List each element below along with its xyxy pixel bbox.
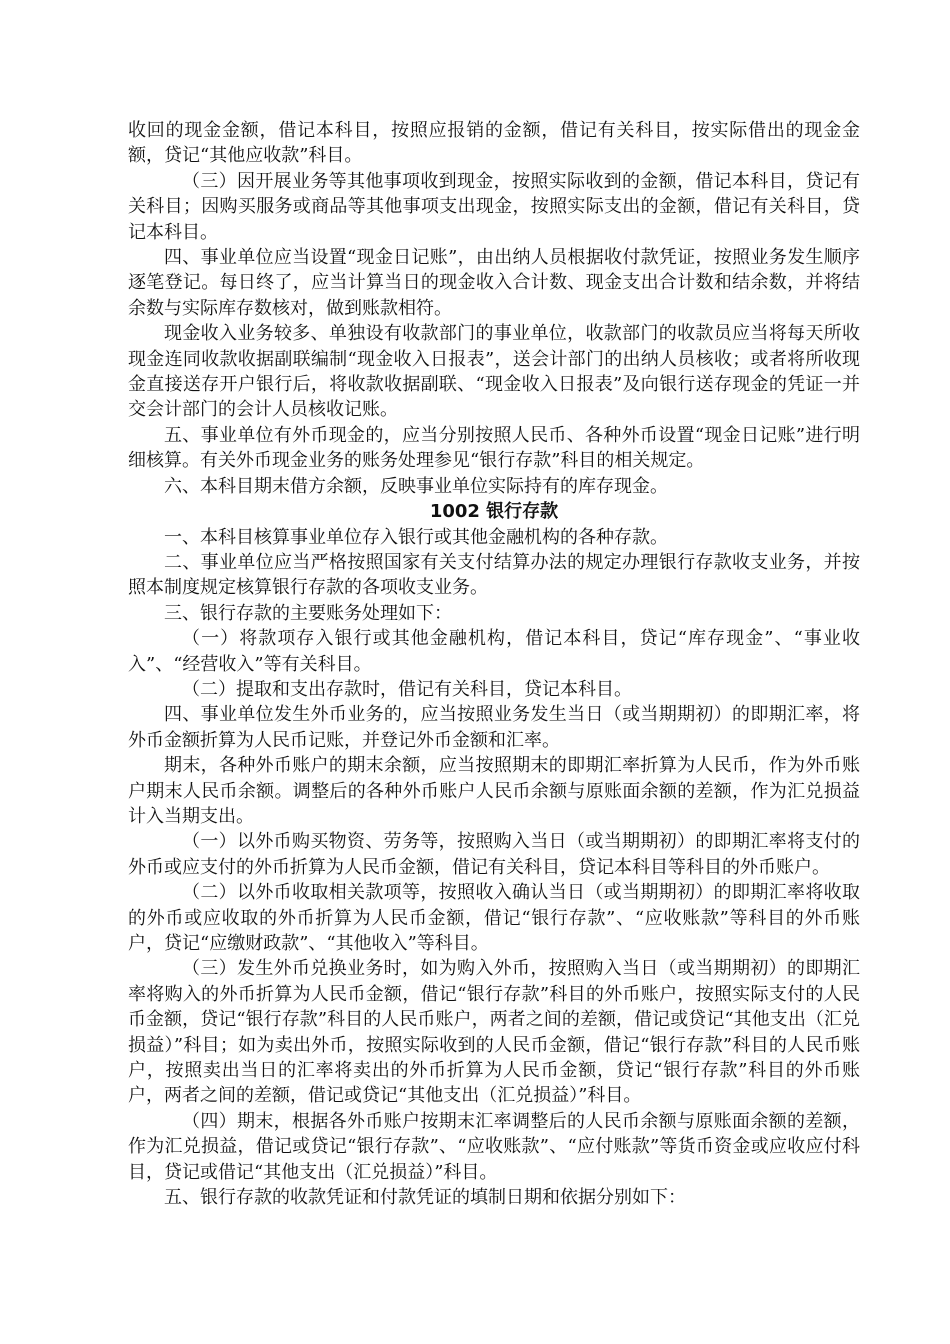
paragraph: 五、银行存款的收款凭证和付款凭证的填制日期和依据分别如下： [164, 1187, 686, 1209]
paragraph: （一）以外币购买物资、劳务等，按照购入当日（或当期期初）的即期汇率将支付的外币或应支付的外币折算为人民币金额，借记有关科目，贷记本科目等科目的外币账户。 [128, 831, 860, 878]
document-page [128, 118, 860, 1210]
paragraph: （三）因开展业务等其他事项收到现金，按照实际收到的金额，借记本科目，贷记有关科目；因购买服务或商品等其他事项支出现金，按照实际支出的金额，借记有关科目，贷记本科目。 [128, 170, 860, 243]
paragraph: 四、事业单位发生外币业务的，应当按照业务发生当日（或当期期初）的即期汇率，将外币金额折算为人民币记账，并登记外币金额和汇率。 [128, 704, 860, 751]
paragraph: 五、事业单位有外币现金的，应当分别按照人民币、各种外币设置“现金日记账”进行明细核算。有关外币现金业务的账务处理参见“银行存款”科目的相关规定。 [128, 424, 860, 472]
paragraph: （二）提取和支出存款时，借记有关科目，贷记本科目。 [182, 678, 632, 700]
paragraph: （四）期末，根据各外币账户按期末汇率调整后的人民币余额与原账面余额的差额，作为汇兑损益，借记或贷记“银行存款”、“应收账款”、“应付账款”等货币资金或应收应付科目，贷记或借记“其他支出（汇兑损益）”科目。 [128, 1110, 860, 1183]
paragraph: 一、本科目核算事业单位存入银行或其他金融机构的各种存款。 [164, 526, 668, 548]
section-heading: 1002 银行存款 [429, 501, 559, 523]
paragraph: 收回的现金金额，借记本科目，按照应报销的金额，借记有关科目，按实际借出的现金金额，贷记“其他应收款”科目。 [128, 120, 860, 167]
paragraph: 期末，各种外币账户的期末余额，应当按照期末的即期汇率折算为人民币，作为外币账户期末人民币余额。调整后的各种外币账户人民币余额与原账面余额的差额，作为汇兑损益计入当期支出。 [128, 755, 860, 827]
paragraph: （三）发生外币兑换业务时，如为购入外币，按照购入当日（或当期期初）的即期汇率将购入的外币折算为人民币金额，借记“银行存款”科目的外币账户，按照实际支付的人民币金额，贷记“银行存款”科目的人民币账户，两者之间的差额，借记或贷记“其他支出（汇兑损益）”科目；如为卖出外币，按照实际收到的人民币金额，借记“银行存款”科目的人民币账户，按照卖出当日的汇率将卖出的外币折算为人民币金额，贷记“银行存款”科目的外币账户，两者之间的差额，借记或贷记“其他支出（汇兑损益）”科目。 [128, 958, 860, 1107]
paragraph: 现金收入业务较多、单独设有收款部门的事业单位，收款部门的收款员应当将每天所收现金连同收款收据副联编制“现金收入日报表”，送会计部门的出纳人员核收；或者将所收现金直接送存开户银行后，将收款收据副联、“现金收入日报表”及向银行送存现金的凭证一并交会计部门的会计人员核收记账。 [128, 323, 860, 421]
paragraph: 二、事业单位应当严格按照国家有关支付结算办法的规定办理银行存款收支业务，并按照本制度规定核算银行存款的各项收支业务。 [128, 551, 860, 599]
paragraph: 六、本科目期末借方余额，反映事业单位实际持有的库存现金。 [164, 475, 668, 497]
paragraph: 三、银行存款的主要账务处理如下： [164, 602, 452, 624]
paragraph: （二）以外币收取相关款项等，按照收入确认当日（或当期期初）的即期汇率将收取的外币或应收取的外币折算为人民币金额，借记“银行存款”、“应收账款”等科目的外币账户，贷记“应缴财政款”、“其他收入”等科目。 [128, 882, 860, 954]
paragraph: （一）将款项存入银行或其他金融机构，借记本科目，贷记“库存现金”、“事业收入”、“经营收入”等有关科目。 [128, 628, 860, 675]
paragraph: 四、事业单位应当设置“现金日记账”，由出纳人员根据收付款凭证，按照业务发生顺序逐笔登记。每日终了，应当计算当日的现金收入合计数、现金支出合计数和结余数，并将结余数与实际库存数核对，做到账款相符。 [128, 247, 860, 319]
